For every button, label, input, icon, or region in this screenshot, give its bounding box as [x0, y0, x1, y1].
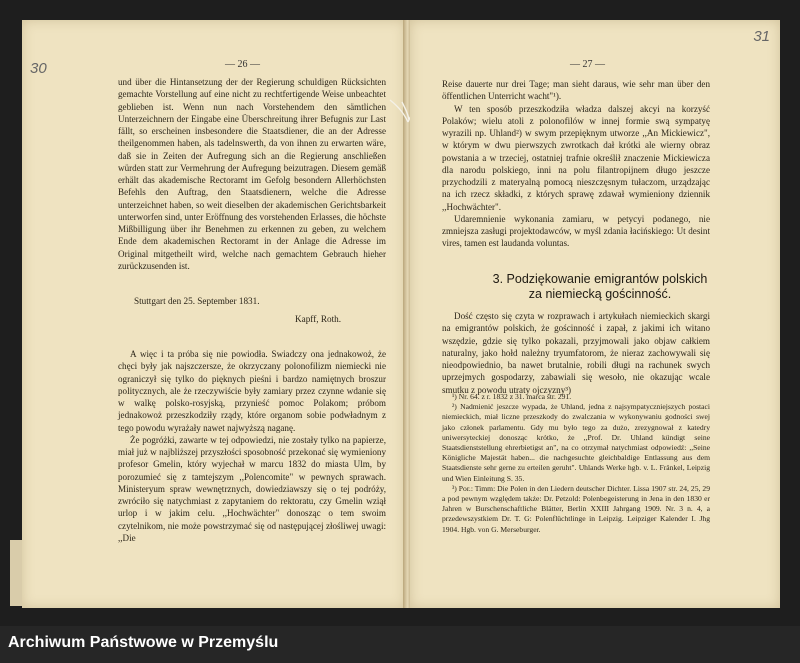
letter-signature: Kapff, Roth.: [295, 314, 342, 324]
section-body: [442, 310, 710, 396]
footnotes: [442, 392, 710, 535]
polish-text-left: [118, 348, 386, 544]
german-letter-text: [118, 76, 386, 272]
right-paragraph-4: Dość często się czyta w rozprawach i artykułach niemieckich skargi na emigrantów polskich, że gościnność i zapał, z jakimi ich witano wszędzie, gdzie się tylko pokazali, przyjmowali jako objaw całkiem naturalny, jako hołd należny tryumfatorom, że nieraz zachowywali się nieodpowiednio, ba nawet brutalnie, robili długi na rachunek swych uprzejmych gospodarzy, zabawiali się wesoło, nie okazując wcale smutku z powodu utraty ojczyzny³): [442, 311, 710, 395]
section-heading-line-2: za niemiecką gościnność.: [528, 287, 672, 301]
left-page: [22, 20, 406, 608]
right-paragraph-1: Reise dauerte nur drei Tage; man sieht daraus, wie sehr man über den öffentlichen Unterricht wacht"¹).: [442, 79, 710, 102]
section-heading-line-1: 3. Podziękowanie emigrantów polskich: [492, 272, 708, 286]
footnote-2: ²) Nadmienić jeszcze wypada, że Uhland, jedna z najsympatyczniejszych postaci niemieckich, miał liczne przeszkody do zwalczania w wykonywaniu godności swej jako członek parlamentu. Gdy mu było tego za dużo, zrezygnował z katedry uniwersyteckiej donosząc krótko, że ,,Prof. Dr. Uhland kündigt seine Staatsdienststellung ehrerbietigst an", na co otrzymał natychmiast odpowiedź: ,,Seine Königliche Majestät haben... die nachgesuchte gleichbaldige Entlassung aus dem Staatsdienste sehr gerne zu erteilen geruht". Uhlands Werke hgb. v. L. Fränkel, Leipzig und Wien Einleitung S. 35.: [442, 402, 710, 483]
right-paragraph-3: Udaremnienie wykonania zamiaru, w petycyi podanego, nie zmniejsza zasługi projektodawców, w myśl zdania łacińskiego: Ut desint vires, tamen est laudanda voluntas.: [442, 213, 710, 249]
section-heading: [450, 272, 750, 302]
right-paragraph-2: W ten sposób przeszkodziła władza dalszej akcyi na korzyść Polaków; wielu atoli z polonofilów w innej formie swą sympatyę wyrazili np. Uhland²) w swym przepięknym utworze ,,An Mickiewicz", w którym w dwu pierwszych zwrotkach dał krótki ale wierny obraz powstania a w trzeciej, ostatniej trafnie określił znaczenie Mickiewicza dla narodu polskiego, inni na polu filantropijnem długo jeszcze przychodzili z materyalną pomocą nieszczęsnym tułaczom, urządzając na ich rzecz składki, z których sprawę zdawał wymieniony dziennik ,,Hochwächter".: [442, 103, 710, 212]
polish-paragraph-2: Że pogróżki, zawarte w tej odpowiedzi, nie zostały tylko na papierze, miał już w najbliższej przyszłości sposobność przekonać się wymieniony profesor Gmelin, który wyjechał w marcu 1832 do miasta Ulm, by porozumieć się z tamtejszym ,,Polencomite" w pewnych sprawach. Ministeryum spraw wewnętrznych, dowiedziawszy się o tej podróży, zwróciło się natychmiast z zapytaniem do rektoratu, czy Gmelin wziął urlop i w jakim celu. ,,Hochwächter" donosząc o tem swoim czytelnikom, nie może powstrzymać się od następującej złośliwej uwagi: ,,Die: [118, 434, 386, 543]
folio-number-left: 30: [30, 60, 47, 77]
right-page: [410, 20, 780, 608]
letter-date: Stuttgart den 25. September 1831.: [134, 296, 260, 306]
page-number-left: — 26 —: [225, 59, 260, 70]
german-paragraph: und über die Hintansetzung der der Regierung schuldigen Rücksichten gemachte Vorstellung auf eine nicht zu rechtfertigende Weise unbeachtet geblieben ist. Wenn nun nach Vorstehendem den sämtlichen Unterzeichnern der Eingabe eine Überschreitung ihrer Befugnis zur Last fällt, so erscheinen insbesondere die Staatsdiener, die an der Adresse theilgenommen haben, als tadelnswerth, da von ihnen zu erwarten wäre, daß sie in Zeiten der Aufregung sich an die Regierung anschließen würden statt zur Vermehrung der Aufregung beizutragen. Diesem gemäß erhält das akademische Rectoramt im Gefolg besondern Allerhöchsten Befehls den Auftrag, den Staatsdienern, welche die Adresse unterzeichnet haben, so weit dieselben der akademischen Gerichtsbarkeit unterworfen sind, unter Eröffnung des vorstehenden Erlasses, die höchste Mißbilligung über ihr Benehmen zu erkennen zu geben, zu welchem Ende dem akademischen Rectoramt in der Anlage die Adresse im Original mitgetheilt wird, welche nach gemachtem Gebrauch hieher zurückzusenden ist.: [118, 77, 386, 271]
footnote-3: ³) Por.: Timm: Die Polen in den Liedern deutscher Dichter. Lissa 1907 str. 24, 25, 29 a pod pewnym względem także: Dr. Petzold: Polenbegeisterung in Jena in den 1830 er Jahren w Burschenschaftliche Blätter, Berlin XXIII Jahrgang 1909. Nr. 3 n. 4, a przedewszystkiem Dr. T. G: Polenflüchtlinge in Leipzig. Leipziger Kalender I. Jhg 1904. Hgb. von G. Merseburger.: [442, 483, 710, 534]
folio-number-right: 31: [753, 28, 770, 45]
page-number-right: — 27 —: [570, 59, 605, 70]
polish-text-right-top: [442, 78, 710, 250]
footnote-1: ¹) Nr. 64. z r. 1832 z 31. marca str. 291.: [452, 392, 572, 401]
archive-footer-bar: [0, 626, 800, 663]
polish-paragraph-1: A więc i ta próba się nie powiodła. Swiadczy ona jednakowoż, że chęci były jak najszczersze, że okrzyczany polonofilizm niemiecki nie ograniczył się tylko do pięknych pieśni i bardzo namiętnych broszur politycznych, ale że rzeczywiście były zamiary przez czynne wdanie się w walkę polsko-rosyjską, przynieść pomoc Polakom; próbom jednakowoż przeszkodziły rządy, które organom sobie podwładnym z tego powodu wyrażały nawet najwyższą naganę.: [118, 349, 386, 433]
archive-name: Archiwum Państwowe w Przemyślu: [8, 634, 279, 651]
